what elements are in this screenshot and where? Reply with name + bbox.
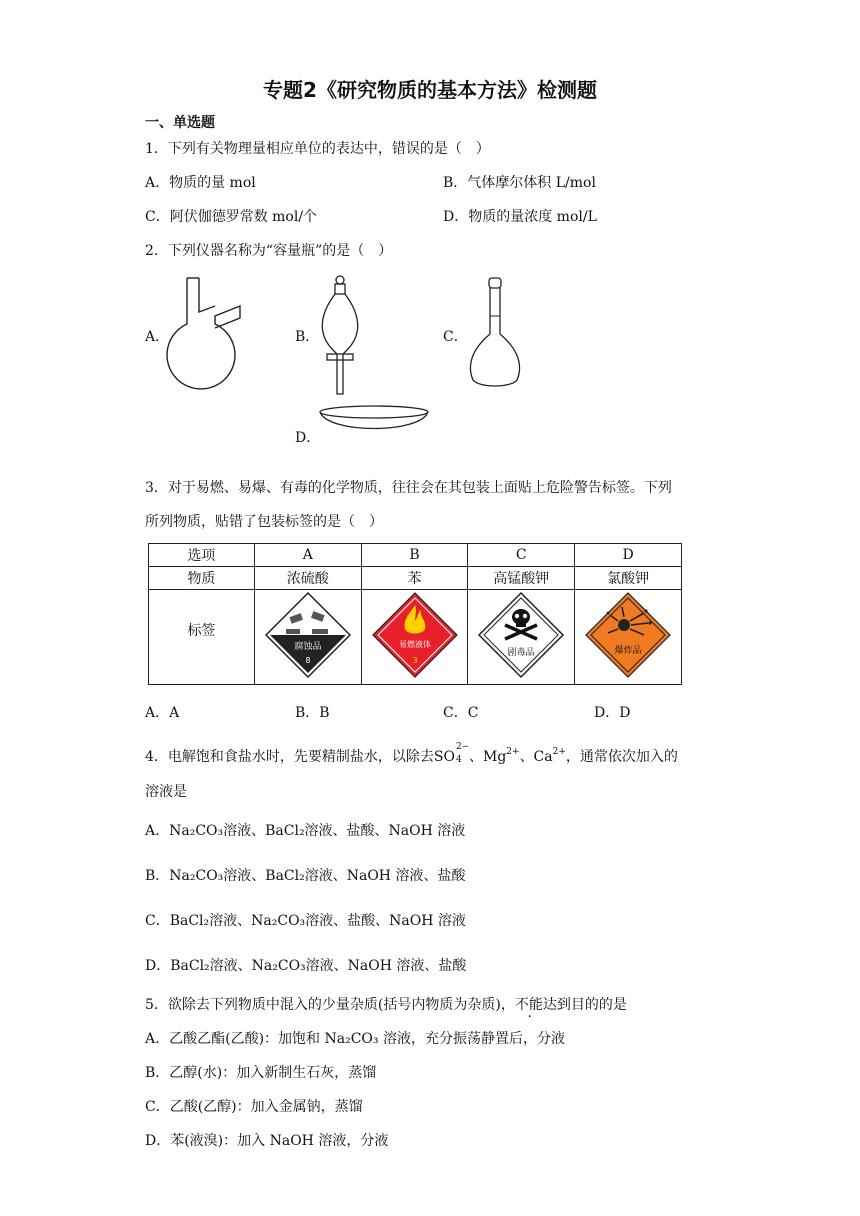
corrosive-icon <box>264 591 352 679</box>
hazard-label-text: 易燃液体 <box>398 640 431 649</box>
round-flask-with-side-arm-icon <box>165 276 245 396</box>
q2-option-b[interactable]: B． <box>295 329 320 345</box>
volumetric-flask-icon <box>465 276 525 391</box>
table-cell: 浓硫酸 <box>254 567 361 590</box>
magnesium-charge: 2+ <box>506 747 520 757</box>
table-cell: 物质 <box>149 567 255 590</box>
q5-option-d[interactable]: D．苯(液溴)：加入 NaOH 溶液，分液 <box>145 1133 389 1149</box>
q1-option-b[interactable]: B．气体摩尔体积 L/mol <box>443 175 596 191</box>
q5-option-a[interactable]: A．乙酸乙酯(乙酸)：加饱和 Na₂CO₃ 溶液，充分振荡静置后，分液 <box>145 1031 565 1047</box>
hazard-class-number: 8 <box>305 656 311 665</box>
q4-stem-post: ，通常依次加入的 <box>565 749 678 765</box>
table-cell: 苯 <box>361 567 468 590</box>
q5-stem-post: 达到目的的是 <box>542 997 627 1013</box>
separatory-funnel-icon <box>315 274 365 399</box>
calcium-charge: 2+ <box>552 747 566 757</box>
explosion-icon <box>584 591 672 679</box>
q4-stem-pre: 4．电解饱和食盐水时，先要精制盐水，以除去SO <box>145 749 455 765</box>
q4-stem-mid1: 、Mg <box>468 749 507 765</box>
hazard-label-table <box>148 543 682 685</box>
q5-option-c[interactable]: C．乙酸(乙醇)：加入金属钠，蒸馏 <box>145 1099 363 1115</box>
question-1-stem: 1．下列有关物理量相应单位的表达中，错误的是（ ） <box>145 141 490 157</box>
q2-option-a[interactable]: A． <box>145 329 170 345</box>
hazard-label-text: 爆炸品 <box>614 646 642 656</box>
hazard-label-text: 剧毒品 <box>507 648 535 658</box>
page-title: 专题2《研究物质的基本方法》检测题 <box>263 78 597 102</box>
q4-stem-mid2: 、Ca <box>519 749 553 765</box>
q1-option-c[interactable]: C．阿伏伽德罗常数 mol/个 <box>145 209 318 225</box>
q3-option-b[interactable]: B．B <box>295 705 330 721</box>
q5-stem-pre: 5．欲除去下列物质中混入的少量杂质(括号内物质为杂质)， <box>145 997 515 1013</box>
table-cell: 氯酸钾 <box>575 567 682 590</box>
skull-icon <box>477 591 565 679</box>
q5-emphasis: 不能 <box>514 997 543 1013</box>
hazard-label-text: 腐蚀品 <box>294 642 322 652</box>
hazard-class-number: 3 <box>411 656 418 665</box>
table-cell <box>575 590 682 685</box>
q5-option-b[interactable]: B．乙醇(水)：加入新制生石灰，蒸馏 <box>145 1065 377 1081</box>
table-cell: 标签 <box>149 590 255 685</box>
section-heading: 一、单选题 <box>145 115 215 131</box>
q4-option-b[interactable]: B．Na₂CO₃溶液、BaCl₂溶液、NaOH 溶液、盐酸 <box>145 868 466 884</box>
table-cell: B <box>361 544 468 567</box>
q4-option-d[interactable]: D．BaCl₂溶液、Na₂CO₃溶液、NaOH 溶液、盐酸 <box>145 958 467 974</box>
q1-option-a[interactable]: A．物质的量 mol <box>145 175 256 191</box>
question-5-stem <box>145 995 627 1015</box>
table-cell: D <box>575 544 682 567</box>
sulfate-subscript: 4 <box>455 755 462 765</box>
q1-option-d[interactable]: D．物质的量浓度 mol/L <box>443 209 597 225</box>
table-cell <box>254 590 361 685</box>
table-cell: A <box>254 544 361 567</box>
table-cell: C <box>468 544 575 567</box>
q4-option-c[interactable]: C．BaCl₂溶液、Na₂CO₃溶液、盐酸、NaOH 溶液 <box>145 913 466 929</box>
table-cell: 高锰酸钾 <box>468 567 575 590</box>
table-cell <box>361 590 468 685</box>
question-4-stem-line-2: 溶液是 <box>145 784 187 800</box>
q2-option-d[interactable]: D． <box>295 430 321 446</box>
table-cell: 选项 <box>149 544 255 567</box>
question-3-stem-line-2: 所列物质，贴错了包装标签的是（ ） <box>145 514 383 530</box>
question-2-stem: 2．下列仪器名称为“容量瓶”的是（ ） <box>145 243 393 259</box>
q2-option-c[interactable]: C． <box>443 329 468 345</box>
table-cell <box>468 590 575 685</box>
q3-option-c[interactable]: C．C <box>443 705 479 721</box>
q3-option-a[interactable]: A．A <box>145 705 180 721</box>
flame-icon <box>371 591 459 679</box>
q4-option-a[interactable]: A．Na₂CO₃溶液、BaCl₂溶液、盐酸、NaOH 溶液 <box>145 823 466 839</box>
question-3-stem-line-1: 3．对于易燃、易爆、有毒的化学物质，往往会在其包装上面贴上危险警告标签。下列 <box>145 480 672 496</box>
evaporating-dish-icon <box>318 404 430 444</box>
q3-option-d[interactable]: D．D <box>594 705 631 721</box>
sulfate-charge: 2− <box>455 742 470 752</box>
question-4-stem <box>145 742 678 767</box>
